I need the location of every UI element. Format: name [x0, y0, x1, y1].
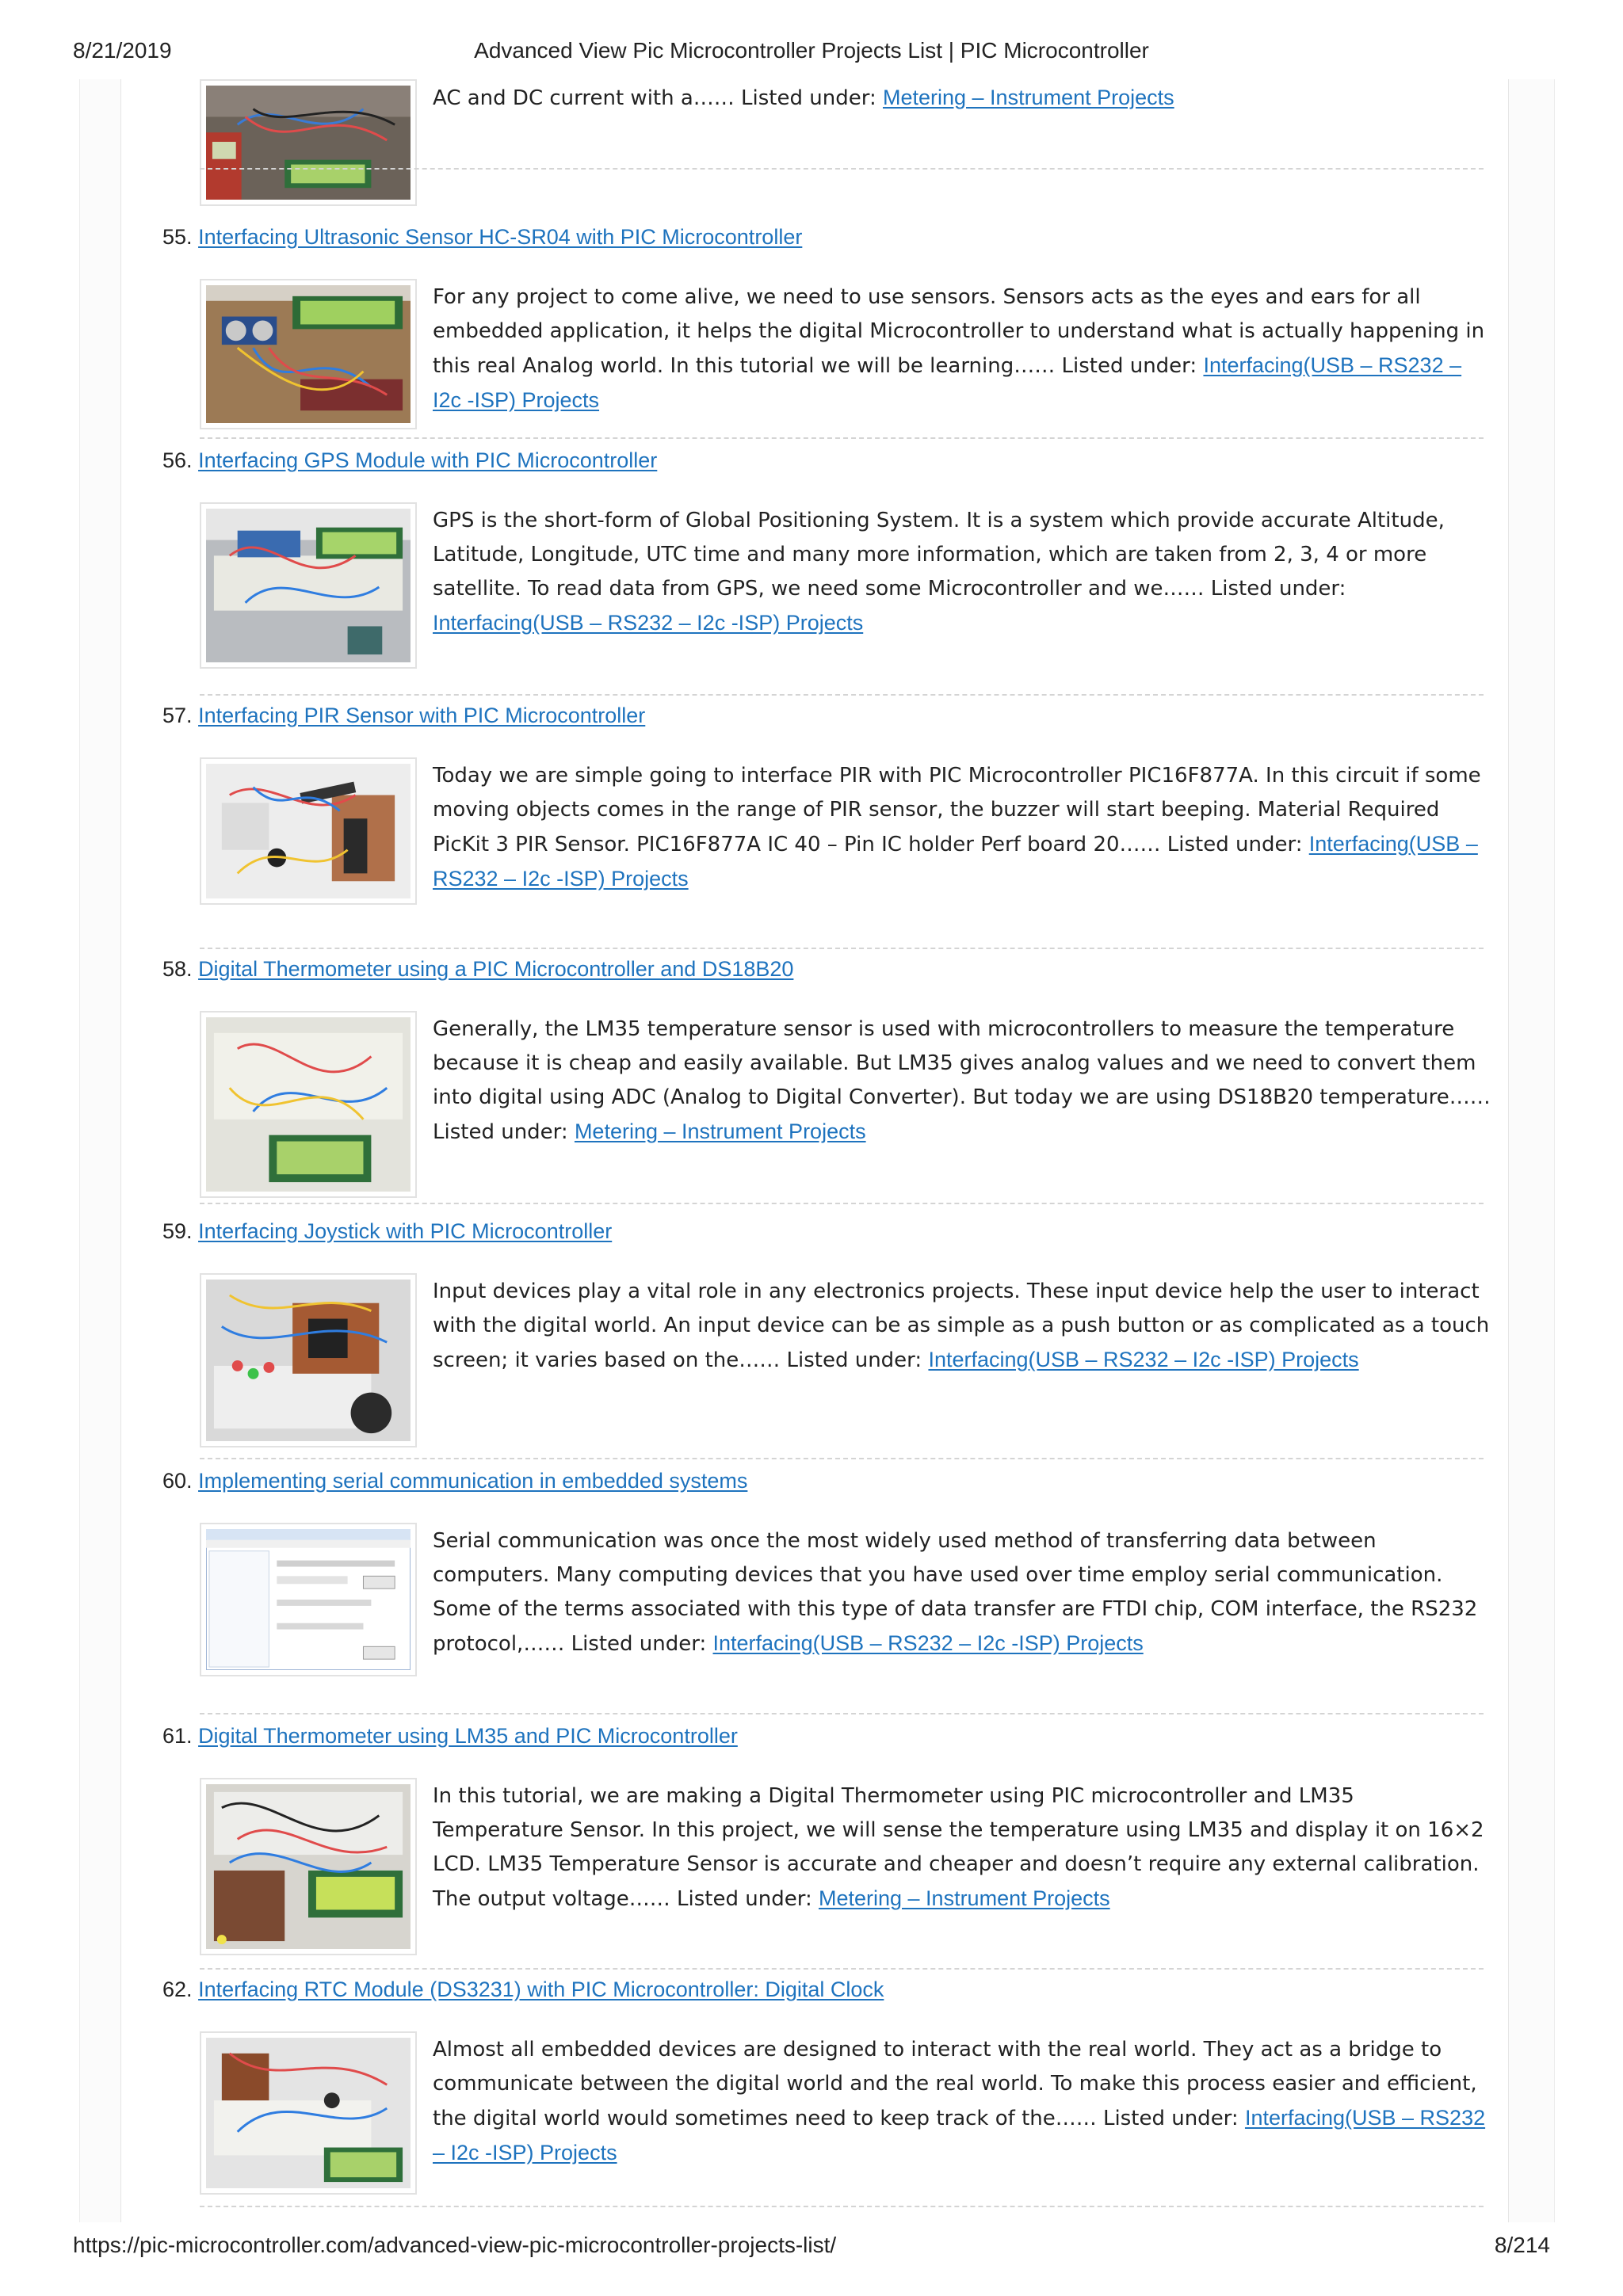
project-image-ultrasonic[interactable] — [200, 279, 417, 429]
print-footer — [73, 2233, 1550, 2264]
print-title: Advanced View Pic Microcontroller Projects List | PIC Microcontroller — [474, 38, 1149, 63]
print-header — [73, 38, 1550, 70]
entry-title-62 — [162, 1976, 884, 2003]
entry-title-link[interactable]: Digital Thermometer using LM35 and PIC Microcontroller — [198, 1724, 738, 1748]
gps-module-photo-icon — [206, 509, 411, 662]
entry-description — [433, 759, 1491, 897]
entry-description — [433, 81, 1491, 116]
entry-title-59 — [162, 1218, 612, 1245]
entry-number: 60. — [162, 1469, 193, 1493]
category-link[interactable]: Interfacing(USB – RS232 – I2c -ISP) Projects — [433, 611, 864, 635]
entry-title-56 — [162, 447, 657, 474]
entry-separator — [200, 694, 1484, 696]
category-link[interactable]: Metering – Instrument Projects — [818, 1886, 1110, 1910]
entry-title-link[interactable]: Interfacing Ultrasonic Sensor HC-SR04 with PIC Microcontroller — [198, 225, 803, 249]
entry-separator — [200, 1458, 1484, 1459]
entry-title-link[interactable]: Interfacing Joystick with PIC Microcontroller — [198, 1219, 613, 1243]
description-text: Input devices play a vital role in any electronics projects. These input device help the user to interact with the digital world. An input device can be as simple as a push button or as complicated as a touch screen; it varies based on the…… Listed under: — [433, 1280, 1490, 1372]
entry-number: 62. — [162, 1978, 193, 2001]
entry-description — [433, 504, 1491, 641]
entry-description — [433, 2033, 1491, 2171]
rtc-clock-photo-icon — [206, 2038, 411, 2188]
project-image-rtc[interactable] — [200, 2031, 417, 2195]
description-text: Almost all embedded devices are designed to interact with the real world. They act as a bridge to communicate between the digital world and the real world. To make this process easier and efficient, the digital world would sometimes need to keep track of the…… Listed under: — [433, 2038, 1477, 2130]
entry-number: 61. — [162, 1724, 193, 1748]
entry-description — [433, 280, 1491, 418]
category-link[interactable]: Metering – Instrument Projects — [574, 1119, 866, 1143]
entry-description — [433, 1524, 1491, 1661]
print-url: https://pic-microcontroller.com/advanced-view-pic-microcontroller-projects-list/ — [73, 2233, 837, 2257]
project-image-joystick[interactable] — [200, 1273, 417, 1447]
description-text: For any project to come alive, we need to use sensors. Sensors acts as the eyes and ears for all embedded application, it helps the digital Microcontroller to understand what is actually happening in this real Analog world. In this tutorial we will be learning…… Listed under: — [433, 285, 1485, 378]
description-text: Today we are simple going to interface PIR with PIC Microcontroller PIC16F877A. In this circuit if some moving objects comes in the range of PIR sensor, the buzzer will start beeping. Material Required PicKit 3 PIR Sensor. PIC16F877A IC 40 – Pin IC holder Perf board 20…… Listed under: — [433, 764, 1481, 856]
entry-separator — [200, 1713, 1484, 1714]
project-image-ds18b20[interactable] — [200, 1011, 417, 1198]
entry-description — [433, 1013, 1491, 1150]
ultrasonic-sensor-photo-icon — [206, 285, 411, 423]
project-image-lm35[interactable] — [200, 1778, 417, 1955]
entry-separator — [200, 2206, 1484, 2207]
pir-sensor-photo-icon — [206, 764, 411, 898]
thermometer-ds18b20-photo-icon — [206, 1017, 411, 1192]
entry-description — [433, 1275, 1491, 1378]
ammeter-project-photo-icon — [206, 86, 411, 200]
project-image-ammeter[interactable] — [200, 79, 417, 206]
serial-port-software-screenshot-icon — [206, 1529, 411, 1670]
entry-title-link[interactable]: Interfacing PIR Sensor with PIC Microcontroller — [198, 704, 646, 727]
entry-title-61 — [162, 1722, 738, 1749]
entry-separator — [200, 168, 1484, 170]
entry-title-link[interactable]: Digital Thermometer using a PIC Microcontroller and DS18B20 — [198, 957, 794, 981]
print-date: 8/21/2019 — [73, 38, 172, 63]
entry-title-link[interactable]: Interfacing GPS Module with PIC Microcontroller — [198, 448, 658, 472]
description-text: AC and DC current with a…… Listed under: — [433, 86, 883, 110]
entry-number: 55. — [162, 225, 193, 249]
entry-separator — [200, 437, 1484, 439]
project-image-pir[interactable] — [200, 757, 417, 905]
description-text: Serial communication was once the most widely used method of transferring data between computers. Many computing devices that you have used over time employ serial communication. Some of the terms associated with this type of data transfer are FTDI chip, COM interface, the RS232 protocol,…… Listed under: — [433, 1529, 1478, 1656]
entry-number: 59. — [162, 1219, 193, 1243]
category-link[interactable]: Interfacing(USB – RS232 – I2c -ISP) Projects — [433, 832, 1478, 891]
project-image-gps[interactable] — [200, 502, 417, 669]
description-text: Generally, the LM35 temperature sensor is used with microcontrollers to measure the temperature because it is cheap and easily available. But LM35 gives analog values and we need to convert them into digital using ADC (Analog to Digital Converter). But today we are using DS18B20 temperature…… Listed under: — [433, 1017, 1491, 1144]
page-number: 8/214 — [1494, 2233, 1550, 2257]
entry-separator — [200, 1203, 1484, 1204]
entry-separator — [200, 948, 1484, 949]
entry-separator — [200, 1968, 1484, 1970]
entry-description — [433, 1779, 1491, 1917]
entry-number: 58. — [162, 957, 193, 981]
entry-title-57 — [162, 702, 645, 729]
category-link[interactable]: Interfacing(USB – RS232 – I2c -ISP) Projects — [712, 1631, 1144, 1655]
entry-title-link[interactable]: Implementing serial communication in embedded systems — [198, 1469, 748, 1493]
category-link[interactable]: Interfacing(USB – RS232 – I2c -ISP) Projects — [433, 353, 1462, 412]
entry-title-58 — [162, 955, 793, 982]
entry-title-55 — [162, 223, 802, 250]
description-text: In this tutorial, we are making a Digital Thermometer using PIC microcontroller and LM35 Temperature Sensor. In this project, we will sense the temperature using LM35 and display it on 16×2 LCD. LM35 Temperature Sensor is accurate and cheaper and doesn’t require any external calibration. The output voltage…… Listed under: — [433, 1784, 1484, 1911]
entry-title-link[interactable]: Interfacing RTC Module (DS3231) with PIC Microcontroller: Digital Clock — [198, 1978, 884, 2001]
joystick-photo-icon — [206, 1280, 411, 1441]
category-link[interactable]: Interfacing(USB – RS232 – I2c -ISP) Projects — [433, 2106, 1486, 2164]
entry-title-60 — [162, 1467, 747, 1494]
project-image-serial[interactable] — [200, 1523, 417, 1676]
category-link[interactable]: Interfacing(USB – RS232 – I2c -ISP) Projects — [928, 1348, 1359, 1371]
entry-number: 56. — [162, 448, 193, 472]
category-link[interactable]: Metering – Instrument Projects — [882, 86, 1174, 109]
thermometer-lm35-photo-icon — [206, 1784, 411, 1949]
description-text: GPS is the short-form of Global Positioning System. It is a system which provide accurate Altitude, Latitude, Longitude, UTC time and many more information, which are taken from 2, 3, 4 or more satellite. To read data from GPS, we need some Microcontroller and we…… Listed under: — [433, 509, 1445, 601]
entry-number: 57. — [162, 704, 193, 727]
